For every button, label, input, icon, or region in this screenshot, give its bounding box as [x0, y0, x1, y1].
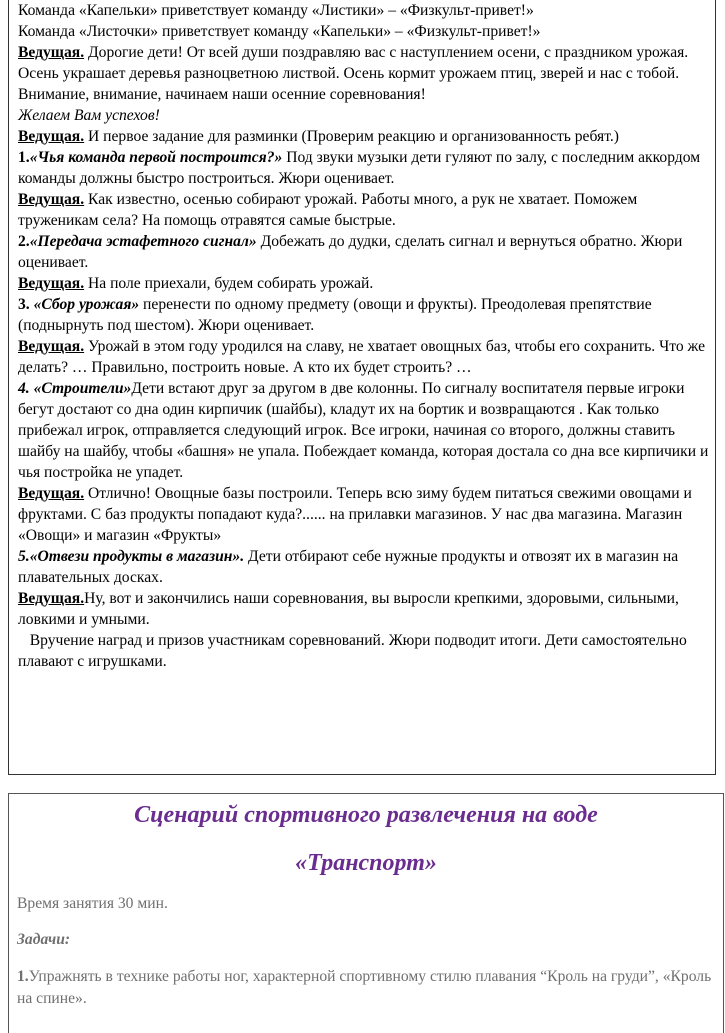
paragraph-host-3 — [18, 189, 718, 231]
paragraph-host-7 — [18, 588, 718, 630]
task-text: перенести по одному предмету (овощи и фрукты). Преодолевая препятствие (поднырнуть под шестом). Жюри оценивает. — [18, 296, 652, 334]
awards-paragraph: Вручение наград и призов участникам соревнований. Жюри подводит итоги. Дети самостоятельно плавают с игрушками. — [18, 632, 691, 670]
paragraph-host-6 — [18, 483, 718, 546]
task-number: 3. — [18, 296, 34, 313]
paragraph-text: Как известно, осенью собирают урожай. Работы много, а рук не хватает. Поможем труженикам села? На помощь отравятся самые быстрые. — [18, 191, 638, 229]
task-title: «Отвези продукты в магазин». — [29, 548, 245, 565]
section-subtitle: «Транспорт» — [295, 850, 437, 876]
host-label: Ведущая. — [18, 590, 85, 607]
task-number: 4. — [18, 380, 34, 397]
task-1 — [18, 147, 718, 189]
scenario-text — [18, 0, 718, 672]
paragraph-text: Урожай в этом году уродился на славу, не хватает овощных баз, чтобы его сохранить. Что же делать? … Правильно, построить новые. А кто их будет строить? … — [18, 338, 706, 376]
paragraph-host-5 — [18, 336, 718, 378]
paragraph-text: Ну, вот и закончились наши соревнования, вы выросли крепкими, здоровыми, сильными, ловкими и умными. — [18, 590, 679, 628]
task-title: «Сбор урожая» — [33, 296, 140, 313]
paragraph-host-1 — [18, 42, 718, 84]
host-label: Ведущая. — [18, 128, 85, 145]
task-number: 1. — [18, 149, 30, 166]
greeting-line-1: Команда «Капельки» приветствует команду «Листики» – «Физкульт-привет!» — [18, 2, 534, 19]
task-5 — [18, 546, 718, 588]
lesson-time: Время занятия 30 мин. — [17, 895, 168, 912]
item-number: 1. — [17, 968, 29, 985]
task-text: Под звуки музыки дети гуляют по залу, с последним аккордом команды должны быстро построиться. Жюри оценивает. — [18, 149, 701, 187]
task-text: Добежать до дудки, сделать сигнал и вернуться обратно. Жюри оценивает. — [18, 233, 683, 271]
paragraph-host-4 — [18, 273, 718, 294]
section-title: Сценарий спортивного развлечения на воде — [134, 802, 598, 828]
host-label: Ведущая. — [18, 338, 85, 355]
paragraph-text: Дорогие дети! От всей души поздравляю вас с наступлением осени, с праздником урожая. Осень украшает деревья разноцветною листвой. Осень кормит урожаем птиц, зверей и нас с тобой. — [18, 44, 689, 82]
task-title: «Строители» — [33, 380, 132, 397]
host-label: Ведущая. — [18, 191, 85, 208]
host-label: Ведущая. — [18, 275, 85, 292]
task-3 — [18, 294, 718, 336]
host-label: Ведущая. — [18, 44, 85, 61]
wish-line: Желаем Вам успехов! — [18, 107, 160, 124]
paragraph-text: Отлично! Овощные базы построили. Теперь всю зиму будем питаться свежими овощами и фруктами. С баз продукты попадают куда?...... на прилавки магазинов. У нас два магазина. Магазин «Овощи» и магазин «Фрукты» — [18, 485, 692, 544]
tasks-heading: Задачи: — [17, 931, 71, 948]
greeting-line-2: Команда «Листочки» приветствует команду «Капельки» – «Физкульт-привет!» — [18, 23, 541, 40]
task-2 — [18, 231, 718, 273]
task-text: Дети встают друг за другом в две колонны. По сигналу воспитателя первые игроки бегут достают со дна один кирпичик (шайбы), кладут их на бортик и возвращаются . Как только прибежал игрок, отправляется следующий игрок. Все игроки, начиная со второго, должны ставить шайбу на шайбу, чтобы «башня» не упала. Побеждает команда, которая достала со дна все кирпичики и чья постройка не упадет. — [18, 380, 709, 481]
task-number: 5. — [18, 548, 30, 565]
task-text: Дети отбирают себе нужные продукты и отвозят их в магазин на плавательных досках. — [18, 548, 679, 586]
host-label: Ведущая. — [18, 485, 85, 502]
task-item-1 — [17, 966, 717, 1010]
paragraph-text: И первое задание для разминки (Проверим реакцию и организованность ребят.) — [84, 128, 619, 145]
task-title: «Чья команда первой построится?» — [29, 149, 283, 166]
task-title: «Передача эстафетного сигнал» — [29, 233, 257, 250]
task-number: 2. — [18, 233, 30, 250]
attention-line: Внимание, внимание, начинаем наши осенние соревнования! — [18, 86, 426, 103]
paragraph-text: На поле приехали, будем собирать урожай. — [84, 275, 374, 292]
task-4 — [18, 378, 718, 483]
item-text: Упражнять в технике работы ног, характерной спортивному стилю плавания “Кроль на груди”, «Кроль на спине». — [17, 968, 712, 1007]
paragraph-host-2 — [18, 126, 718, 147]
